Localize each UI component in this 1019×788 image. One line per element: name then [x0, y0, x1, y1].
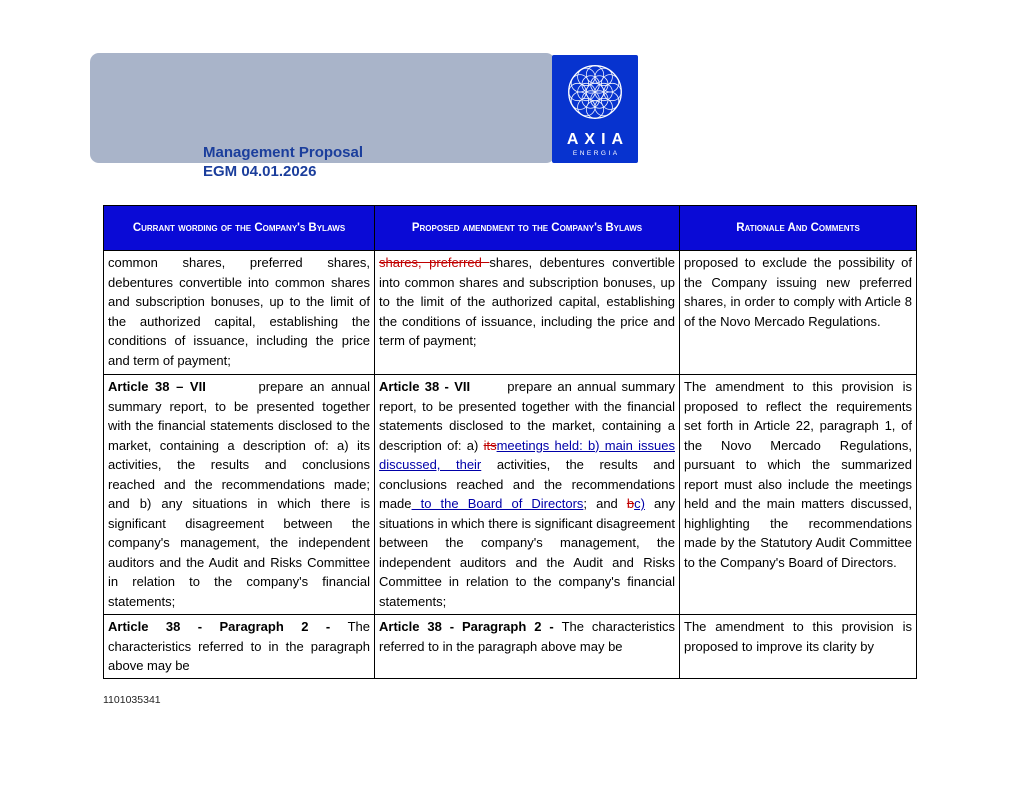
- cell-current-wording: Article 38 - Paragraph 2 - The characteristics referred to in the paragraph above may be: [104, 615, 375, 679]
- title-line-1: Management Proposal: [203, 144, 364, 161]
- table-row: [104, 251, 917, 375]
- cell-rationale: The amendment to this provision is proposed to reflect the requirements set forth in Article 22, paragraph 1, of the Novo Mercado Regulations, pursuant to which the summarized report must also include the meetings held and the main matters discussed, highlighting the recommendations made by the Statutory Audit Committee to the Company's Board of Directors.: [680, 375, 917, 615]
- company-logo: [552, 55, 638, 163]
- column-header-rationale: Rationale And Comments: [680, 206, 917, 251]
- logo-brand-text: AXIA: [566, 131, 630, 148]
- column-header-proposed-amendment: Proposed amendment to the Company's Bylaws: [375, 206, 680, 251]
- cell-rationale: proposed to exclude the possibility of the Company issuing new preferred shares, in order to comply with Article 8 of the Novo Mercado Regulations.: [680, 251, 917, 375]
- column-header-current-wording: Currant wording of the Company's Bylaws: [104, 206, 375, 251]
- cell-current-wording: common shares, preferred shares, debentures convertible into common shares and subscription bonuses, up to the limit of the authorized capital, establishing the conditions of issuance, including the price and term of payment;: [104, 251, 375, 375]
- cell-proposed-amendment: Article 38 - VII prepare an annual summary report, to be presented together with the financial statements disclosed to the market, containing a description of: a) itsmeetings held: b) main issues discussed, their activities, the results and conclusions reached and the recommendations made to the Board of Directors; and bc) any situations in which there is significant disagreement between the company's management, the independent auditors and the Audit and Risks Committee in relation to the company's financial statements;: [375, 375, 680, 615]
- table-row: [104, 615, 917, 679]
- page-title: [203, 143, 363, 181]
- cell-current-wording: Article 38 – VII prepare an annual summary report, to be presented together with the financial statements disclosed to the market, containing a description of: a) its activities, the results and conclusions reached and the recommendations made; and b) any situations in which there is significant disagreement between the company's management, the independent auditors and the Audit and Risks Committee in relation to the company's financial statements;: [104, 375, 375, 615]
- title-line-2: EGM 04.01.2026: [203, 163, 317, 180]
- cell-proposed-amendment: shares, preferred shares, debentures convertible into common shares and subscription bonuses, up to the limit of the authorized capital, establishing the conditions of issuance, including the price and term of payment;: [375, 251, 680, 375]
- table-row: [104, 375, 917, 615]
- bylaws-comparison-table: [103, 205, 917, 679]
- logo-subtext: ENERGIA: [572, 150, 620, 157]
- cell-rationale: The amendment to this provision is proposed to improve its clarity by: [680, 615, 917, 679]
- globe-pattern-icon: [552, 55, 638, 129]
- footer-document-code: 1101035341: [103, 694, 161, 706]
- cell-proposed-amendment: Article 38 - Paragraph 2 - The characteristics referred to in the paragraph above may be: [375, 615, 680, 679]
- table-header-row: [104, 206, 917, 251]
- header-band: [90, 53, 555, 180]
